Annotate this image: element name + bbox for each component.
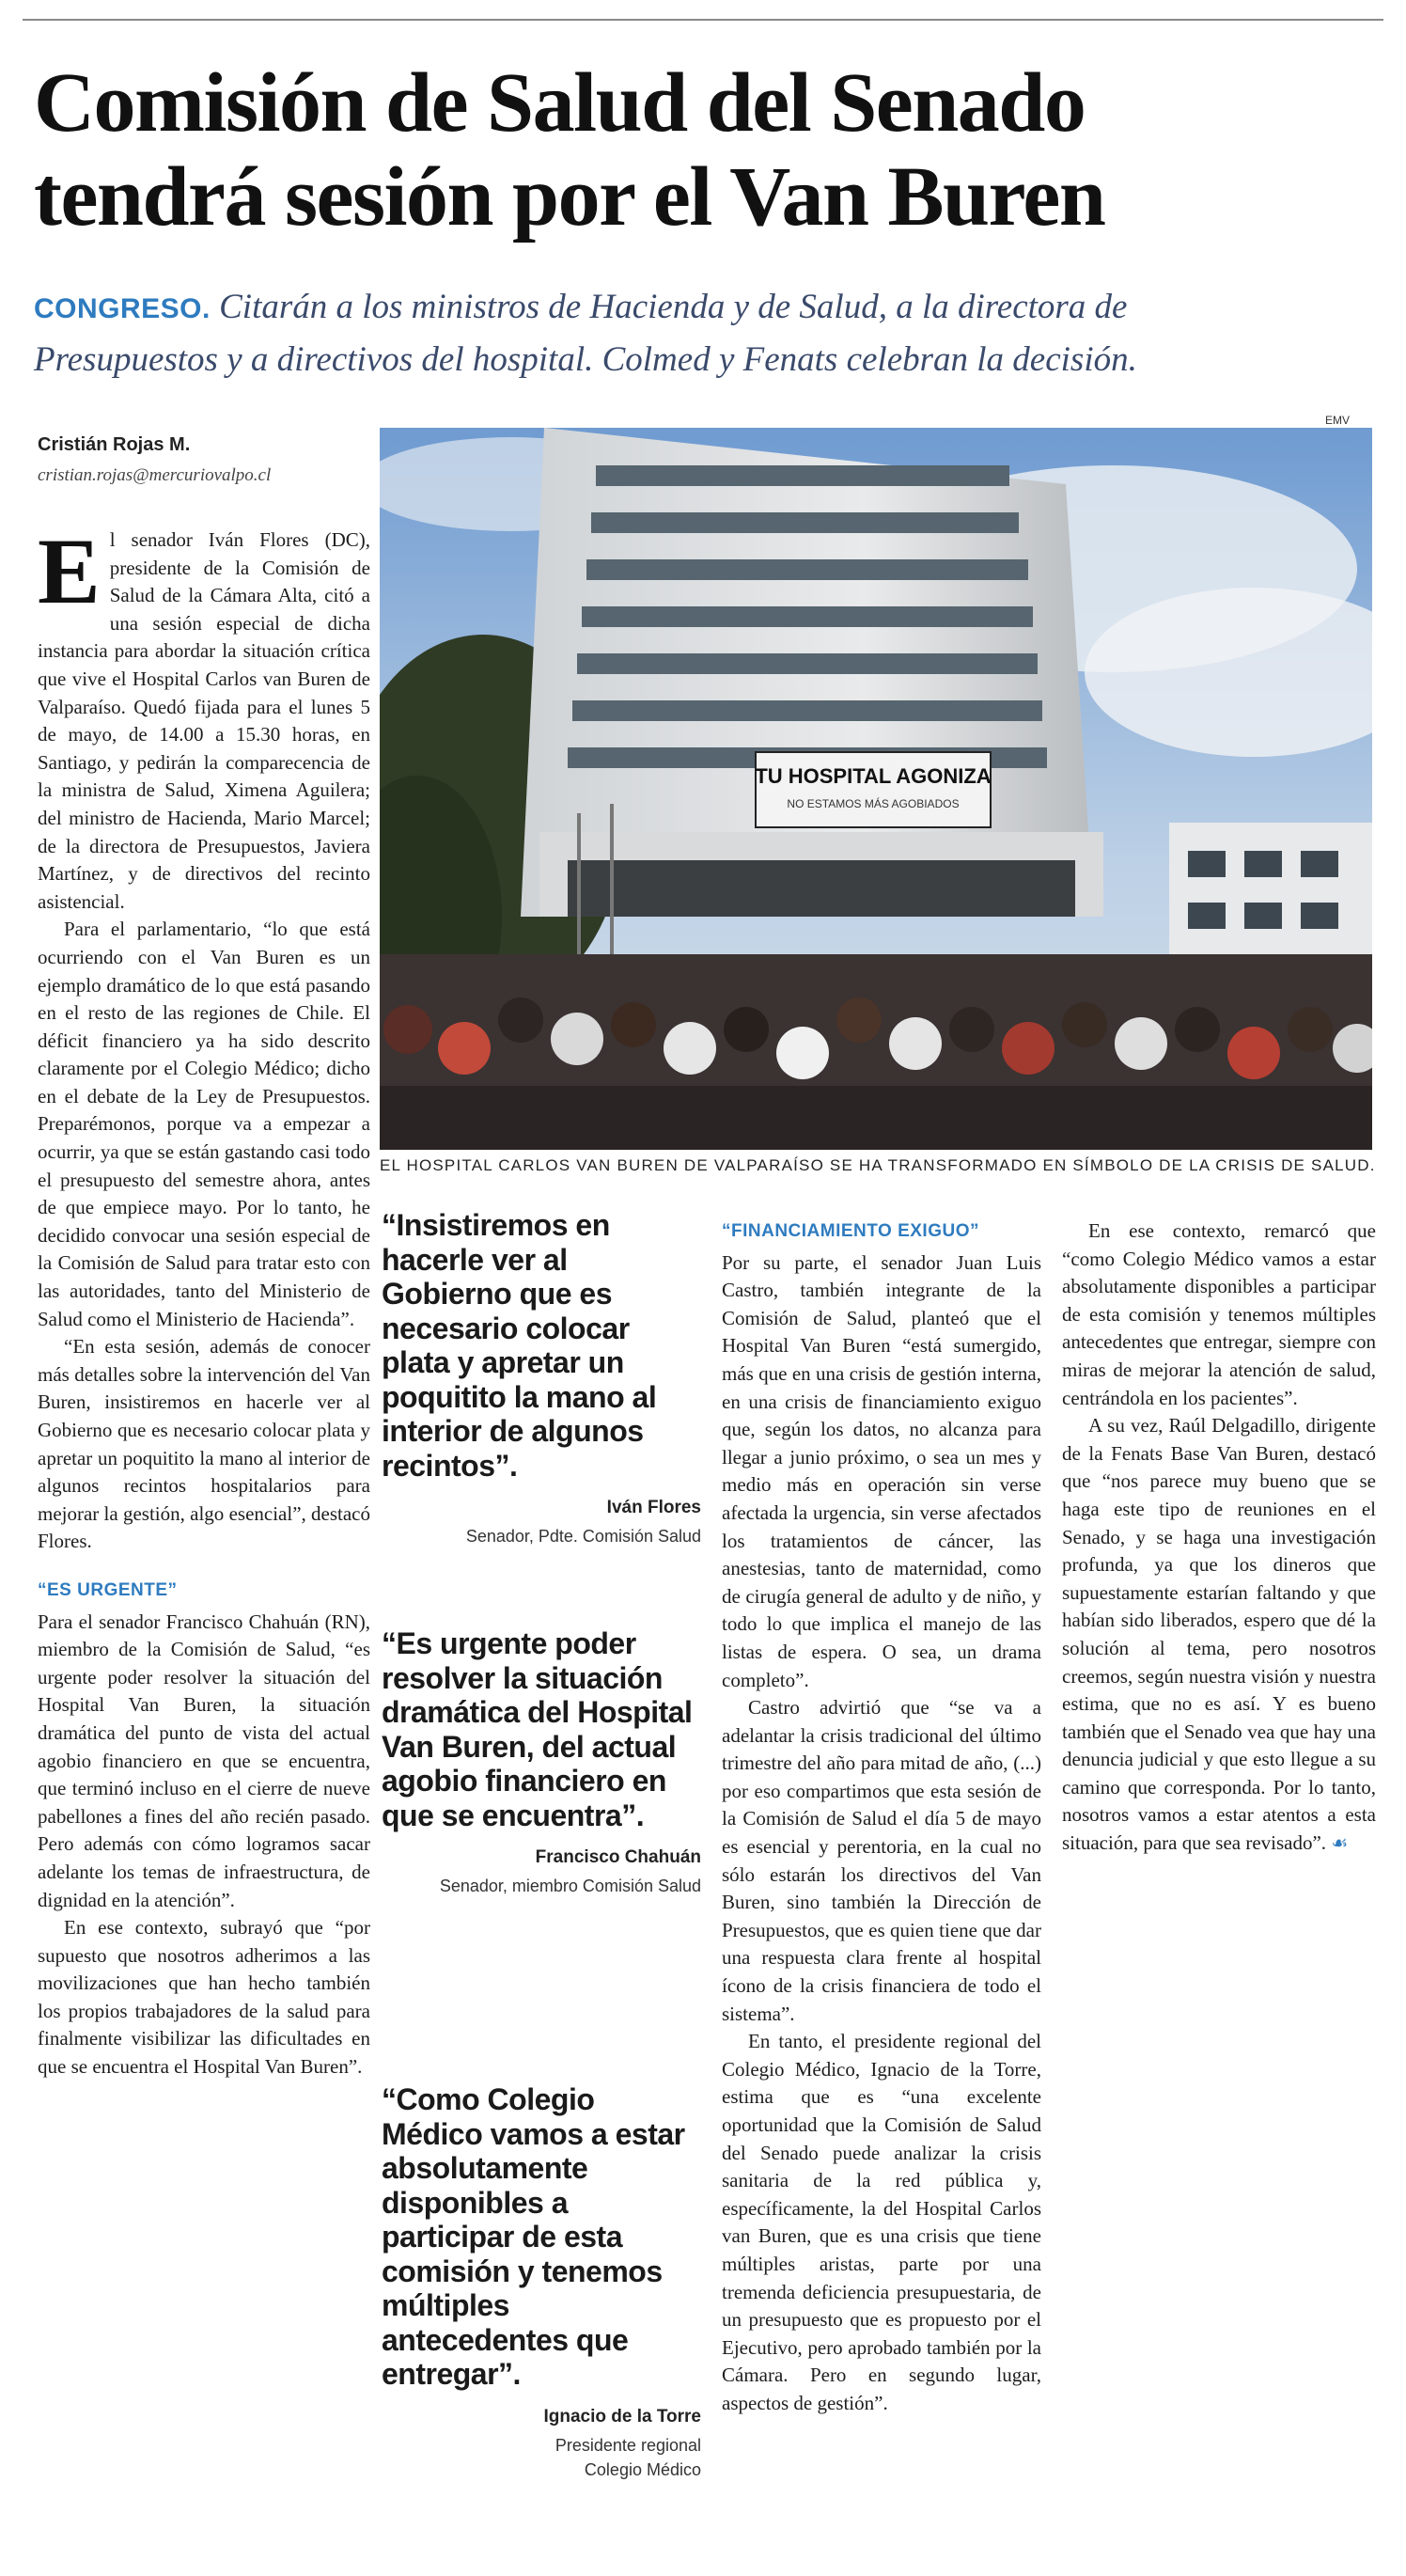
paragraph-2: Para el parlamentario, “lo que está ocurriendo con el Van Buren es un ejemplo dramático de lo que está pasando en el resto de las regiones de Chile. El déficit financiero ya ha sido descrito claramente por el Colegio Médico; dicho en el debate de la Ley de Presupuestos. Preparémonos, porque va a empezar a ocurrir, ya que se están gastando casi todo el presupuesto del semestre ahora, antes de que empiece mayo. Por lo tanto, he decidido convocar una sesión especial de la Comisión de Salud para tratar esto con las autoridades, tanto del Ministerio de Salud como el Ministerio de Hacienda”. xyxy=(38,918,370,1330)
headline xyxy=(34,56,1387,244)
pull-quote-chahuan xyxy=(382,1626,701,1898)
pull-quote-role-line-1: Presidente regional xyxy=(555,2435,701,2455)
pull-quote-name: Francisco Chahuán xyxy=(535,1847,701,1867)
pull-quote-name: Iván Flores xyxy=(606,1498,701,1517)
headline-line-1: Comisión de Salud del Senado xyxy=(34,56,1086,149)
paragraph-1-text: l senador Iván Flores (DC), presidente de la Comisión de Salud de la Cámara Alta, citó a una sesión especial de dicha instancia para abordar la situación crítica que vive el Hospital Carlos van Buren de Valparaíso. Quedó fijada para el lunes 5 de mayo, de 14.00 a 15.30 horas, en Santiago, y pedirán la comparecencia de la ministra de Salud, Ximena Aguilera; del ministro de Hacienda, Mario Marcel; de la directora de Presupuestos, Javiera Martínez, y de directivos del recinto asistencial. xyxy=(38,528,370,913)
pull-quote-name: Ignacio de la Torre xyxy=(543,2406,701,2427)
paragraph-1 xyxy=(38,519,370,916)
hospital-photo-illustration xyxy=(380,428,1372,1150)
pull-quote-role-line-2: Colegio Médico xyxy=(584,2459,701,2479)
subheadline xyxy=(34,282,1378,385)
section-heading-es-urgente: “ES URGENTE” xyxy=(38,1579,178,1600)
byline xyxy=(38,434,338,486)
banner-text: TU HOSPITAL AGONIZA xyxy=(755,764,992,788)
subhead-line-1: Citarán a los ministros de Hacienda y de Salud, a la directora de xyxy=(219,288,1128,326)
banner-subtext: NO ESTAMOS MÁS AGOBIADOS xyxy=(787,797,960,810)
pull-quote-text: “Insistiremos en hacerle ver al Gobierno que es necesario colocar plata y apretar un poquitito la mano al interior de algunos recintos”. xyxy=(382,1208,657,1483)
drop-cap: E xyxy=(38,519,101,623)
article-column-1 xyxy=(38,519,370,2081)
pull-quote-text: “Como Colegio Médico vamos a estar absolutamente disponibles a participar de esta comisión y tenemos múltiples antecedentes que entregar”. xyxy=(382,2082,685,2391)
paragraph-3: “En esta sesión, además de conocer más detalles sobre la intervención del Van Buren, insistiremos en hacerle ver al Gobierno que es necesario colocar plata y apretar un poquitito la mano al interior de algunos recintos hospitalarios para mejorar la gestión, algo esencial”, destacó Flores. xyxy=(38,1335,370,1553)
paragraph-8: En tanto, el presidente regional del Colegio Médico, Ignacio de la Torre, estima que es “una excelente oportunidad que la Comisión de Salud del Senado puede analizar la crisis sanitaria de la red pública y, específicamente, la del Hospital Carlos van Buren, que es una crisis que tiene múltiples aristas, parte por una tremenda deficiencia presupuestaria, de un presupuesto que es propuesto por el Ejecutivo, pero aprobado también por la Cámara. Pero en segundo lugar, aspectos de gestión”. xyxy=(722,2030,1041,2414)
subhead-line-2: Presupuestos y a directivos del hospital. Colmed y Fenats celebran la decisión. xyxy=(34,340,1137,379)
article-column-3 xyxy=(722,1217,1041,2418)
article-column-4 xyxy=(1062,1217,1376,1859)
paragraph-4: Para el senador Francisco Chahuán (RN), miembro de la Comisión de Salud, “es urgente poder resolver la situación del Hospital Van Buren, la situación dramática del punto de vista del actual agobio financiero en que se encuentra, que terminó incluso en el cierre de nueve pabellones a fines del año recién pasado. Pero además con cómo logramos sacar adelante los temas de infraestructura, de dignidad en la atención”. xyxy=(38,1610,370,1911)
top-rule xyxy=(23,19,1383,21)
photo-caption: EL HOSPITAL CARLOS VAN BUREN DE VALPARAÍSO SE HA TRANSFORMADO EN SÍMBOLO DE LA CRISIS DE SALUD. xyxy=(380,1156,1376,1174)
hospital-photo xyxy=(380,428,1372,1150)
pull-quote-de-la-torre xyxy=(382,2082,701,2482)
author-name: Cristián Rojas M. xyxy=(38,434,191,455)
paragraph-10-text: A su vez, Raúl Delgadillo, dirigente de la Fenats Base Van Buren, destacó que “nos parece muy bueno que se haga este tipo de reuniones en el Senado, y se haga una investigación profunda, ya que los dineros que supuestamente estarían faltando y que habían sido liberados, espero que dé la solución al tema, pero nosotros creemos, según nuestra visión y nuestra estima, que no es así. Y es bueno también que el Senado vea que hay una denuncia judicial y que esto llegue a su camino que corresponda. Por lo tanto, nosotros vamos a estar atentos a esta situación, para que sea revisado”. xyxy=(1062,1414,1376,1855)
section-heading-financiamiento: “FINANCIAMIENTO EXIGUO” xyxy=(722,1221,979,1241)
end-mark-icon: ☙ xyxy=(1331,1833,1349,1855)
paragraph-9: En ese contexto, remarcó que “como Colegio Médico vamos a estar absolutamente disponibles a participar de esta comisión y tenemos múltiples antecedentes que entregar, siempre con miras de mejorar la atención de salud, centrándola en los pacientes”. xyxy=(1062,1219,1376,1409)
headline-line-2: tendrá sesión por el Van Buren xyxy=(34,150,1105,243)
paragraph-6: Por su parte, el senador Juan Luis Castro, también integrante de la Comisión de Salud, planteó que el Hospital Van Buren “está sumergido, más que en una crisis de gestión interna, en una crisis de financiamiento exiguo que, según los datos, no alcanza para llegar a junio próximo, o sea un mes y medio más en operación sin verse afectada la urgencia, sin verse afectados los tratamientos de cáncer, las anestesias, tanto de maternidad, como de cirugía general de adulto y de niño, y todo lo que implica el manejo de las listas de espera. O sea, un drama completo”. xyxy=(722,1250,1041,1691)
subhead-kicker: CONGRESO. xyxy=(34,293,211,324)
pull-quote-role: Senador, Pdte. Comisión Salud xyxy=(465,1527,701,1546)
paragraph-10 xyxy=(1062,1412,1376,1859)
photo-credit: EMV xyxy=(1325,414,1351,427)
paragraph-5: En ese contexto, subrayó que “por supuesto que nosotros adherimos a las movilizaciones que han hecho también los propios trabajadores de la salud para finalmente visibilizar las dificultades en que se encuentra el Hospital Van Buren”. xyxy=(38,1916,370,2079)
pull-quote-flores xyxy=(382,1208,701,1548)
pull-quote-role xyxy=(382,2433,701,2482)
pull-quote-text: “Es urgente poder resolver la situación dramática del Hospital Van Buren, del actual agobio financiero en que se encuentra”. xyxy=(382,1626,693,1832)
paragraph-7: Castro advirtió que “se va a adelantar la crisis tradicional del último trimestre del año para mitad de año, (...) por eso compartimos que esta sesión de la Comisión de Salud el día 5 de mayo es esencial y perentoria, en la cual no sólo estarán los directivos del Van Buren, sino también la Dirección de Presupuestos, que es quien tiene que dar una respuesta clara frente al hospital ícono de la crisis financiera de todo el sistema”. xyxy=(722,1696,1041,2025)
author-email: cristian.rojas@mercuriovalpo.cl xyxy=(38,465,272,485)
pull-quote-role: Senador, miembro Comisión Salud xyxy=(439,1877,701,1895)
